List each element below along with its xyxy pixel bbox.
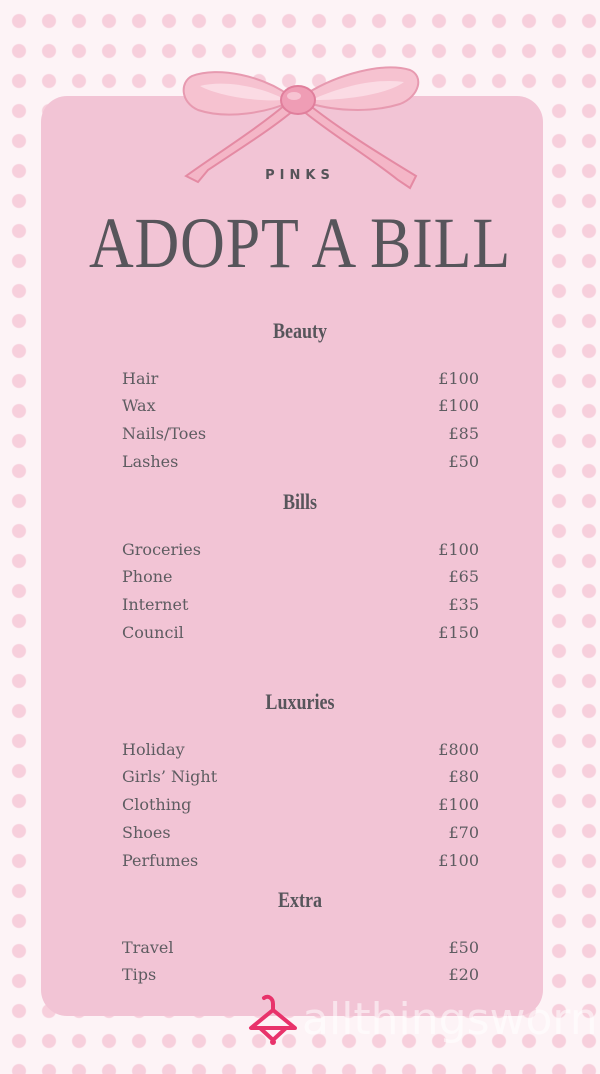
menu-item-name: Phone — [122, 567, 173, 587]
page-title: ADOPT A BILL — [88, 203, 512, 283]
menu-item — [122, 962, 479, 988]
menu-item-name: Hair — [122, 368, 159, 388]
menu-item — [122, 764, 479, 790]
menu-item — [122, 792, 479, 818]
menu-item-name: Clothing — [122, 795, 192, 815]
menu-item-price: £35 — [448, 595, 479, 615]
menu-item — [122, 736, 479, 762]
menu-item-price: £150 — [438, 622, 479, 642]
section-title-extra: Extra — [277, 887, 323, 912]
section-title-luxuries: Luxuries — [265, 689, 335, 714]
menu-item-price: £85 — [448, 424, 479, 444]
menu-item-price: £800 — [438, 739, 479, 759]
menu-item-name: Girls’ Night — [122, 767, 218, 787]
menu-item-name: Holiday — [122, 739, 185, 759]
menu-item-price: £70 — [448, 822, 479, 842]
menu-item-name: Tips — [122, 965, 157, 985]
section-title-bills: Bills — [282, 489, 318, 514]
hanger-logo-icon — [246, 990, 300, 1046]
menu-item-name: Lashes — [122, 451, 179, 471]
menu-item-price: £80 — [448, 767, 479, 787]
menu-item-name: Wax — [122, 396, 156, 416]
menu-item-price: £100 — [438, 396, 479, 416]
menu-item-name: Council — [122, 622, 184, 642]
menu-item — [122, 365, 479, 391]
menu-item — [122, 421, 479, 447]
menu-item-price: £50 — [448, 937, 479, 957]
menu-item — [122, 564, 479, 590]
menu-item — [122, 393, 479, 419]
menu-item-name: Internet — [122, 595, 189, 615]
menu-item-name: Groceries — [122, 539, 201, 559]
menu-item — [122, 536, 479, 562]
menu-item — [122, 847, 479, 873]
menu-item — [122, 819, 479, 845]
section-title-beauty: Beauty — [272, 318, 328, 343]
menu-item-price: £100 — [438, 368, 479, 388]
menu-item-name: Perfumes — [122, 850, 199, 870]
menu-item-name: Nails/Toes — [122, 424, 207, 444]
menu-item-price: £20 — [448, 965, 479, 985]
menu-item-price: £100 — [438, 795, 479, 815]
menu-item-price: £65 — [448, 567, 479, 587]
menu-item-price: £100 — [438, 539, 479, 559]
brand-label: PINKS — [265, 168, 335, 183]
menu-item-price: £50 — [448, 451, 479, 471]
menu-item-name: Travel — [122, 937, 174, 957]
menu-item — [122, 619, 479, 645]
menu-item-name: Shoes — [122, 822, 171, 842]
menu-item — [122, 934, 479, 960]
watermark-text: allthingsworn — [302, 994, 598, 1045]
menu-item — [122, 592, 479, 618]
menu-item — [122, 448, 479, 474]
menu-item-price: £100 — [438, 850, 479, 870]
